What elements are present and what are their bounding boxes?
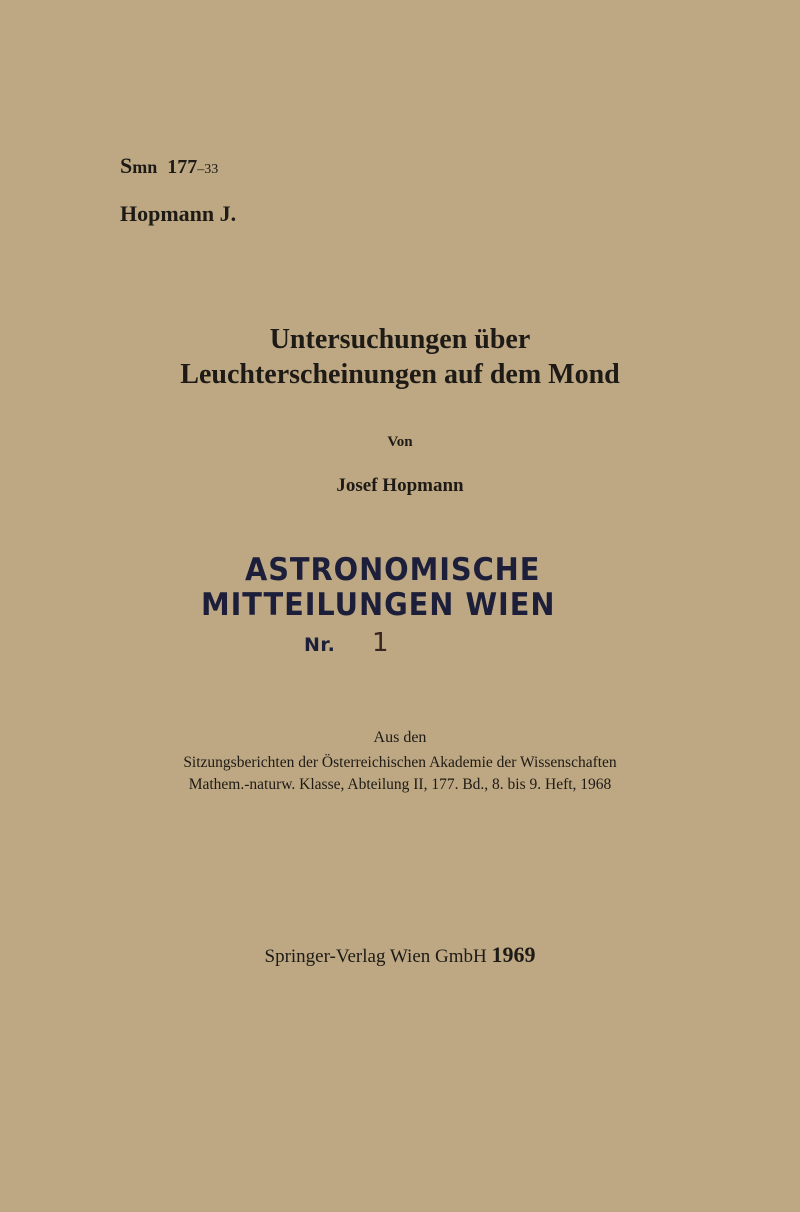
catalog-author: Hopmann J. [120,201,237,226]
stamp-line-1: ASTRONOMISCHE [245,552,541,588]
byline-von: Von [387,434,413,450]
source-details: Mathem.-naturw. Klasse, Abteilung II, 177. Bd., 8. bis 9. Heft, 1968 [188,776,612,793]
publication-year: 1969 [491,942,536,967]
catalog-prefix-mn: mn [132,157,158,177]
source-intro: Aus den [373,729,427,746]
catalog-number-suffix: –33 [197,162,219,177]
catalog-prefix-s: S [120,153,133,178]
book-title-line-2: Leuchterscheinungen auf dem Mond [180,359,620,390]
catalog-number-value: 177 [167,156,198,178]
author-name: Josef Hopmann [336,475,464,496]
stamp-number-label: Nr. [304,634,336,656]
publisher-name: Springer-Verlag Wien GmbH [264,946,487,967]
catalog-number [120,152,218,184]
stamp-line-2: MITTEILUNGEN WIEN [201,587,556,623]
stamp-number-value: 1 [372,628,389,658]
book-title-line-1: Untersuchungen über [269,324,531,355]
publisher-line [0,941,800,971]
source-proceedings: Sitzungsberichten der Österreichischen Akademie der Wissenschaften [183,754,617,771]
